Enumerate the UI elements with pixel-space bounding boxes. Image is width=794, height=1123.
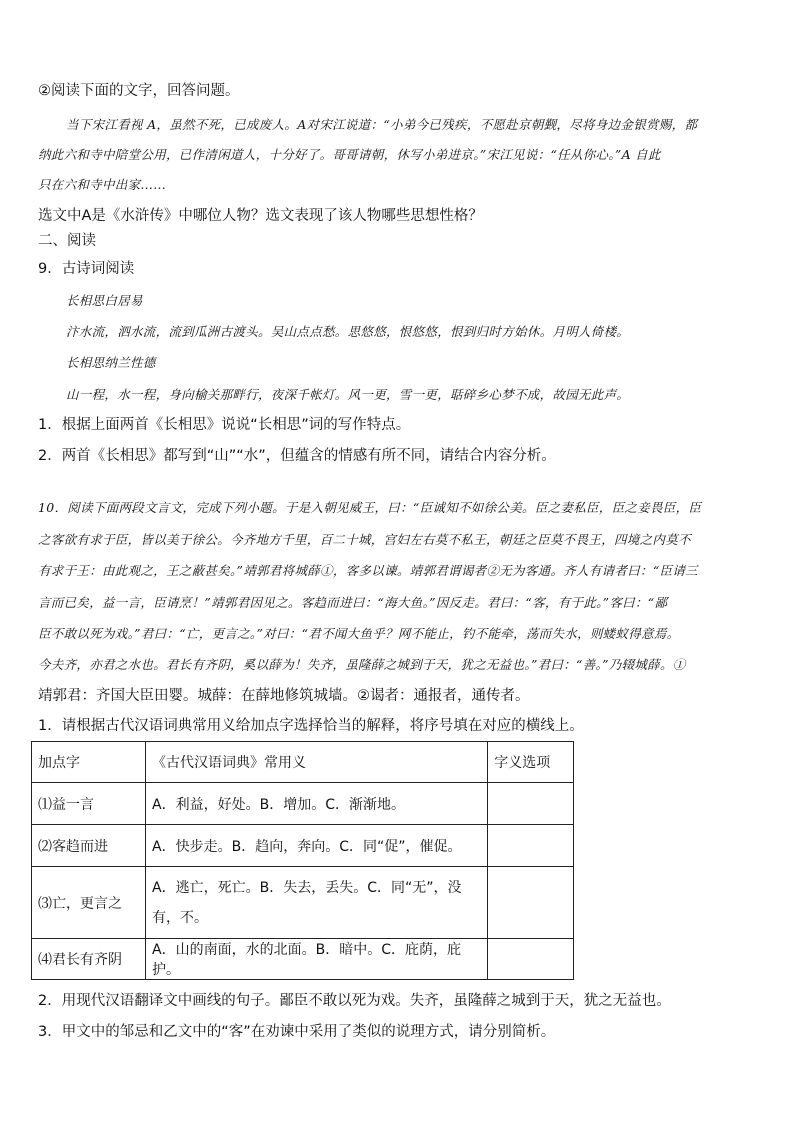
answer-cell[interactable] <box>488 825 574 867</box>
question-prompt: ②阅读下面的文字，回答问题。 <box>38 83 240 99</box>
q9-question-2: 2．两首《长相思》都写到“山”“水”，但蕴含的情感有所不同，请结合内容分析。 <box>38 448 556 464</box>
q10-text-line: 言而已矣，益一言，臣请烹！”靖郭君因见之。客趋而进曰：“海大鱼。”因反走。君曰：“客，有于此。”客曰：“鄙 <box>38 595 668 610</box>
table-row <box>32 825 574 867</box>
vocabulary-table <box>31 741 574 980</box>
meaning-cell: A．快步走。B．趋向，奔向。C．同“促”，催促。 <box>146 825 488 867</box>
header-cell: 《古代汉语词典》常用义 <box>146 742 488 783</box>
table-row <box>32 783 574 825</box>
word-cell: ⑶亡，更言之 <box>32 867 146 939</box>
q9-question-1: 1．根据上面两首《长相思》说说“长相思”词的写作特点。 <box>38 417 411 433</box>
answer-cell[interactable] <box>488 783 574 825</box>
word-cell: ⑷君长有齐阴 <box>32 939 146 980</box>
poem1-text: 汴水流，泗水流，流到瓜洲古渡头。吴山点点愁。思悠悠，恨悠悠，恨到归时方始休。月明人倚楼。 <box>66 324 630 339</box>
header-cell: 加点字 <box>32 742 146 783</box>
passage-line: 只在六和寺中出家…… <box>38 177 167 192</box>
q10-text-line: 今夫齐，亦君之水也。君长有齐阴，奚以薛为！失齐，虽隆薛之城到于天，犹之无益也。”君曰：“善。”乃辍城薛。① <box>38 657 686 672</box>
question-text: 选文中A是《水浒传》中哪位人物？选文表现了该人物哪些思想性格？ <box>38 208 483 224</box>
header-cell: 字义选项 <box>488 742 574 783</box>
answer-cell[interactable] <box>488 939 574 980</box>
table-header-row <box>32 742 574 783</box>
q9-title: 9．古诗词阅读 <box>38 261 135 277</box>
table-row <box>32 867 574 939</box>
q10-text-line: 有求于王：由此观之，王之蔽甚矣。”靖郭君将城薛①，客多以谏。靖郭君谓谒者②无为客通。齐人有请者曰：“臣请三 <box>38 563 698 578</box>
passage-line: 纳此六和寺中陪堂公用，已作清闲道人，十分好了。哥哥请朝，休写小弟进京。”宋江见说：“任从你心。”A 自此 <box>38 147 661 162</box>
meaning-cell: A．逃亡，死亡。B．失去，丢失。C．同“无”，没有，不。 <box>146 867 488 939</box>
answer-cell[interactable] <box>488 867 574 939</box>
q10-question-3: 3．甲文中的邹忌和乙文中的“客”在劝谏中采用了类似的说理方式，请分别简析。 <box>38 1024 556 1040</box>
q10-question-1: 1．请根据古代汉语词典常用义给加点字选择恰当的解释，将序号填在对应的横线上。 <box>38 718 584 734</box>
q10-footnote: 靖郭君：齐国大臣田婴。城薛：在薛地修筑城墙。②谒者：通报者，通传者。 <box>38 688 530 704</box>
q10-intro-line: 10．阅读下面两段文言文，完成下列小题。于是入朝见威王，曰：“臣诚知不如徐公美。臣之妻私臣，臣之妾畏臣，臣 <box>38 500 702 515</box>
word-cell: ⑵客趋而进 <box>32 825 146 867</box>
word-cell: ⑴益一言 <box>32 783 146 825</box>
q10-text-line: 臣不敢以死为戏。”君曰：“亡，更言之。”对曰：“君不闻大鱼乎？网不能止，钓不能牵，荡而失水，则蝼蚁得意焉。 <box>38 626 680 641</box>
q10-text-line: 之客欲有求于臣，皆以美于徐公。今齐地方千里，百二十城，宫妇左右莫不私王，朝廷之臣莫不畏王，四境之内莫不 <box>38 532 691 547</box>
poem1-title: 长相思白居易 <box>66 293 143 308</box>
q10-question-2: 2．用现代汉语翻译文中画线的句子。鄙臣不敢以死为戏。失齐，虽隆薛之城到于天，犹之无益也。 <box>38 993 671 1009</box>
poem2-text: 山一程，水一程，身向榆关那畔行，夜深千帐灯。风一更，雪一更，聒碎乡心梦不成，故园无此声。 <box>66 387 630 402</box>
section-heading: 二、阅读 <box>38 233 96 249</box>
meaning-cell: A．利益，好处。B．增加。C．渐渐地。 <box>146 783 488 825</box>
table-row <box>32 939 574 980</box>
poem2-title: 长相思纳兰性德 <box>66 355 156 370</box>
passage-line: 当下宋江看视 A，虽然不死，已成废人。A对宋江说道：“小弟今已残疾，不愿赴京朝觐，尽将身边金银赏赐，都 <box>66 117 698 132</box>
meaning-cell: A．山的南面，水的北面。B．暗中。C．庇荫，庇护。 <box>146 939 488 980</box>
